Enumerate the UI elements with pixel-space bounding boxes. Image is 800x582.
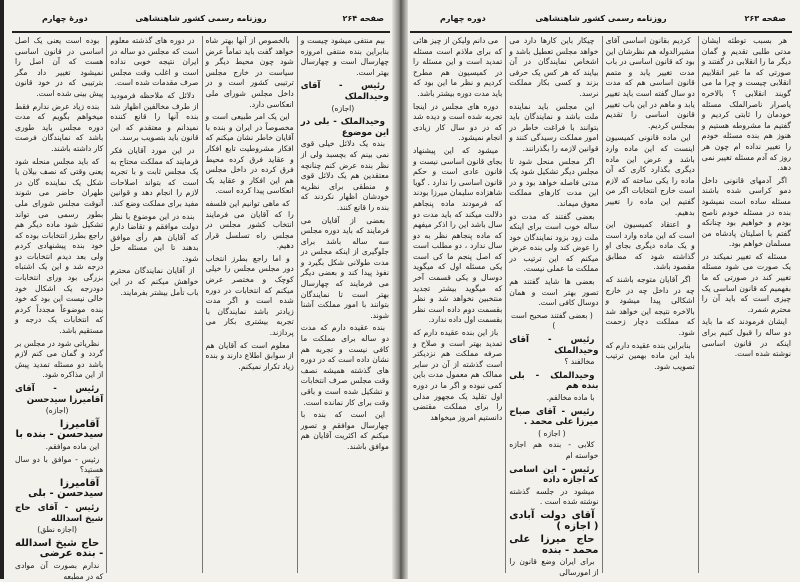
paragraph: چیکار باین کارها دارد می خواهد مجلس تعطیل باشد و اشخاص نمایندگان در آن بیایند که هر کس یک حرفی بزند و کسی بکار مملکت نرسد. — [509, 36, 599, 98]
paragraph: این است که بنده با چهارسال موافقم و تصور میکنم که اکثریت آقایان هم موافق باشند. — [300, 410, 389, 451]
speaker-line: آقامیرزا سیدحسن - بلی — [28, 477, 104, 500]
paragraph: دوره های مجلس در اینجا تجربه شده است و دیده شد که در دو سال کار زیادی انجام نمیشود. — [413, 101, 503, 143]
newspaper-title: روزنامه رسمی کشور شاهنشاهی — [535, 14, 667, 23]
paragraph: باز این بنده عقیده دارم که تمدید بهتر است و صلاح و صرفه مملکت هم نزدیکتر است گذشته از آن در سایر ممالک هم معمول مدت باین کمی نبوده و اگر ما در دوره اول تقلید یک مجهور مدلی را برای مملکت مقتضی دانستیم امروز میخواهد — [413, 328, 503, 422]
text-columns — [410, 36, 794, 577]
paragraph: معلوم است که آقایان هم از سوابق اطلاع دارند و بنده زیاد تکرار نمیکنم. — [205, 340, 294, 371]
paragraph: میشود که این پیشنهاد بجای قانون اساسی نیست و قانون عادی است و حکم قانون اساسی را ندارد . گویا شاهزاده سلیمان میرزا بودند که فرمودند ماده پنجاهم دلالت میکند که باید مدت دو سال باشد این را اذکر میفهم که ماده پنجاهم نظر به دو سال ندارد ، دو مطلب است که اصل پنجم ما کی است یکی مسئله اول که میگوید دوسال و یکی قسمت آخر که میگوید بیشتر تجدید منتخبین نخواهد شد و نظر بقسمت دوم داده است نظر بقسمت اول داده ندارد. — [413, 145, 503, 325]
paragraph: ایشان فرمودند که ما باید دو ساله را قبول کنیم برای اینکه در قانون اساسی نوشته شده است. — [701, 317, 791, 359]
speaker-line: رئیس - این اسامی که اجازه داده — [509, 464, 599, 486]
paragraph: که باید مجلس منحله شود یعنی وقتی که نصف بیلان یا شکل یک نماینده گان در طهران حاضر می شوند آنوقت مجلس شورای ملی بطور رسمی می تواند تشکیل شود ماده دیگر هم راجع بطرز انتخابات بوده که خود بنده پیشنهادی کردم ولی بعد دیدم انتخابات دو درجه شد و این یک اشتباه بزرگی بود ورای انتخابات دودرجه یک اشکال خود خالی نیست این بود که خود بنده موضوعاً مجدداً کردم که انتخابات یک درجه و مستقیم باشد. — [15, 156, 104, 336]
paragraph: بنده عقیده دارم که مدت دو ساله برای مملکت ما کافی نیست و تجربه هم نشان داده است که در دوره های گذشته همیشه نصف وقت مجلس صرف انتخابات و تشکیل شده است و باقی وقت برای کار نمانده است. — [300, 323, 389, 407]
paragraph: هر بسبب توطئه ایشان مدتی طلبی تقدیم و گمان دیگر ما را انقلابی در گفتند و صورتی که ما غیر انقلابیم انقلابی چیست و چرا ما می گویند انقلابی ؟ بالاخره یاصرار ناصرالملک مسئله خودمان را ثابتی کردیم و گفتیم ما مشروطه هستیم و هنوز هم بنده مسئله خودم را تغییر نداده ام چون هر روز که آدم مسئله تغییر نمی دهد. — [701, 36, 791, 173]
paragraph: که ماهی توانیم این فلسفه را که آقایان می فرمایند انتخاب کشور مجلس در مجلس راه تسلسل قرار دهیم. — [205, 198, 294, 251]
speaker-line: رئیس - آقای صباح میرزا علی محمد . — [509, 406, 599, 428]
paragraph: بنده در این موضوع با نظر دولت موافقم و تقاضا دارم که آقایان هم رأی موافق بدهند تا این مسئله حل شود. — [110, 211, 199, 263]
text-column — [106, 36, 201, 573]
paragraph: اگر آدمهای قانونی داخل دمو کراسی شده باشند مسئله ساده است نمیشود بنده در مسئله خودم ناصح بودم و خواهیم بود چنانکه گفتم با اصلیتان پادشاه من مسلمان خواهم بود. — [701, 175, 791, 249]
paragraph: بوده است یعنی یک اصل اساسی در قانون اساسی هست که آن اصل را نمیشود تغییر داد مگر بترتیبی که در خود قانون پیش بینی شده است. — [15, 36, 104, 98]
paragraph: بعضی ها شاید گفتند هم تصور بهتر است و همان دوسال کافی است. — [509, 277, 599, 308]
paragraph: در دوره های گذشته معلوم است که مجلس دو ساله در ایران نتیجه خوبی نداده است و اغلب وقت مجلس صرف مقدمات شده است. — [110, 36, 199, 88]
volume-label: دورهٔ چهارم — [42, 14, 88, 23]
speaker-line: رئیس - آقای وحیدالملک — [300, 81, 389, 102]
text-column — [297, 36, 392, 573]
paragraph: رئیس - موافق با دو سال هستید؟ — [15, 454, 104, 475]
centered-note: (اجازه نطق) — [37, 525, 78, 535]
text-column — [410, 36, 505, 573]
page-header — [410, 14, 792, 30]
speaker-line: آقای دولت آبادی ( اجازه ) — [509, 509, 599, 532]
left-page — [0, 0, 398, 579]
page-number: صفحه ۲۶۳ — [744, 14, 786, 23]
paragraph: بنابراین بنده عقیده دارم که باید این ماده بهمین ترتیب تصویب شود. — [605, 340, 695, 371]
newspaper-title: روزنامه رسمی کشور شاهنشاهی — [135, 14, 267, 23]
centered-note: (اجازه) — [45, 406, 69, 416]
paragraph: بالخصوص از آنها بهتر شاه خواهد گفت باید تماماً عرض شود چون محیط دیگر و سیاست در خارج مجلس ترتیبی کشور است و در داخل مجلس شورای ملی انعکاسی دارد. — [205, 36, 294, 109]
paragraph: می دانم ولیکن از چیز هائی که برای ملاذم است مسئله تمدید است و این مسئله را در کمیسیون هم مطرح کردیم و نظر ما این بود که باید مدت دوره بیشتر باشد. — [413, 36, 503, 98]
text-column — [505, 36, 601, 577]
paragraph: دلائل که ملاحظه فرمودید از طرف مخالفین اظهار شد بنده آنها را قانع کننده نمیدانم و معتقدم که این قانون باید بتصویب برسد. — [110, 90, 199, 143]
paragraph: این ماده قانونی کمیسیون اینست که این ماده وارد باشد و عرض این ماده دیگری بگذارد کاری که آن ماده را یکی ساخته که لازم است خارج انتخابات اگر من گفتیم این ماده را تغییر بدهیم. — [605, 133, 695, 217]
paragraph: از آقایان نمایندگان محترم خواهش میکنم که در این باب تأمل بیشتر بفرمایند. — [110, 266, 199, 297]
text-column — [602, 36, 698, 573]
paragraph: بنده زیاد عرض ندارم فقط میخواهم بگویم که مدت دوره مجلس باید طوری باشد که نمایندگان فرصت کار داشته باشند. — [15, 101, 104, 153]
text-columns — [12, 36, 392, 581]
paragraph: بنده یک دلائل خیلی قوی نمی بینم که بچسبد ولی از نظر بنده عرض کنم چنانچه معتقدین هم یک دلائل قوی و منطقی برای نظریه خودشان اظهار نکردند که بنده را قانع کنند. — [300, 139, 389, 212]
paragraph: مسئله که تغییر نمیکند در یک صورت می شود مسئله تغییر کند در صورتی که ما بفهمیم که قانون اساسی یک چیزی است که باید آن را محترم شمرد. — [701, 251, 791, 314]
book-gutter — [392, 0, 408, 579]
centered-note: ( اجازه ) — [538, 428, 566, 438]
speaker-line: حاج شیخ اسدالله - بنده عرضی — [15, 537, 104, 560]
centered-note: (اجازه) — [331, 103, 355, 113]
paragraph: این ماده موافقم. — [45, 441, 100, 451]
paragraph: برای ایران وضع قانون را از امورسالی — [509, 557, 599, 577]
speaker-line: رئیس - آقای وحیدالملک — [509, 335, 599, 356]
right-page — [402, 0, 800, 579]
paragraph: با ماده مخالفم. — [546, 393, 595, 402]
paragraph: بیم منتفی میشود چیست و بنابراین بنده منتفی امروزه چهارسال است و چهارسال بهتر است. — [300, 36, 389, 77]
paragraph: ندارم بصورت آن موادی که در مطبعه — [15, 560, 104, 581]
text-column — [202, 36, 297, 573]
speaker-line: حاج میرزا علی محمد - بنده — [509, 534, 599, 556]
paragraph: در این مورد آقایان فکر فرمایند که مملکت محتاج به یک مجلس ثابت و با تجربه است که بتواند اصلاحات لازم را انجام دهد و قوانین مفید برای مملکت وضع کند. — [110, 145, 199, 208]
paragraph: بعضی از آقایان می فرمایند که باید دوره مجلس سه ساله باشد برای جلوگیری از اینکه مجلس در مدت طولانی شکل بگیرد و نفوذ پیدا کند و بعضی دیگر می فرمایند که چهارسال بهتر است تا نمایندگان بتوانند با امور مملکت آشنا شوند. — [300, 215, 389, 320]
text-column — [12, 36, 106, 581]
speaker-line: رئیس - آقای آقامیرزا سیدحسن — [15, 384, 104, 405]
page-header — [12, 14, 390, 30]
paragraph: مخالفند ؟ — [564, 357, 595, 367]
centered-note: ( بعضی گفتند صحیح است ) — [510, 310, 593, 331]
speaker-line: وحیدالملک - بلی در این موضوع — [300, 117, 389, 138]
header-rule — [12, 31, 390, 33]
paragraph: میشود در جلسه گذشته نوشته شده است . — [509, 486, 599, 507]
volume-label: دوره چهارم — [440, 14, 486, 23]
paragraph: این یک امر طبیعی است و مخصوصاً در ایران و بنده با آقایان خاطر نشان میکنم که افکار مشروطیت تابع افکار و عقاید فرق کرده محیط فرق کرده در داخل مجلس هم این افکار و عقاید یک انعکاسی پیدا کرده است. — [205, 112, 294, 196]
paragraph: بعضی گفتند که مدت دو ساله خوب است برای اینکه ملت زود بزود نمایندگان خود را عوض کند ولی بنده عرض میکنم که این ترتیب در مملکت ما عملی نیست. — [509, 211, 599, 274]
paragraph: کلابی - بنده هم اجازه خواسته ام — [509, 440, 599, 460]
speaker-line: رئیس - آقای حاج شیخ اسدالله — [15, 502, 104, 524]
paragraph: و اما راجع بطرز انتخاب دور مجلس مجلس را خیلی کوچک و مختصر عرض میکنم که انتخابات در دوره شده است و اگر مدت زیادتر باشد نمایندگان با تجربه بیشتری بکار می پردازند. — [205, 253, 294, 338]
paragraph: کردیم بقانون اساسی آقای مشیرالدوله هم نظرشان این بود که قانون اساسی در باب مدت تغییر یابد و متمم قانون اساسی هم که مدت دو سال گفته است باید تغییر یابد و ماهم در این باب تغییر قانون اساسی را تقدیم بمجلس کردیم. — [605, 36, 695, 130]
paragraph: این مجلس باید نماینده ملت باشد و نمایندگان باید بتوانند با فراغت خاطر در امور مملکت رسیدگی کنند و قوانین لازمه را بگذرانند. — [509, 101, 599, 153]
paragraph: و اعتقاد کمیسیون این است که این ماده وارد است و یک ماده دیگری بجای او گذاشته شود که مطابق مقصود باشد. — [605, 220, 695, 272]
paragraph: اگر آقایان متوجه باشند که چه در داخل چه در خارج اشکالی پیدا میشود و بالاخره نتیجه این خواهد شد که مملکت دچار زحمت شود. — [605, 275, 695, 338]
speaker-line: وحیدالملک - بلی بنده هم — [509, 370, 599, 392]
speaker-line: آقامیرزا سیدحسن - بنده با — [15, 418, 104, 441]
paragraph: نظریاتی شود در مجلس بر گردد و گمان می کنم لازم باشد دو مسئله تمدید پیش از این مذاکره شود. — [15, 338, 104, 380]
page-number: صفحه ۲۶۴ — [342, 14, 384, 23]
paragraph: اگر مجلس منحل شود تا مجلس دیگر تشکیل شود یک مدتی فاصله خواهد بود و در این مدت کارهای مملکت معوق میماند. — [509, 156, 599, 208]
header-rule — [410, 31, 792, 33]
text-column — [698, 36, 794, 573]
